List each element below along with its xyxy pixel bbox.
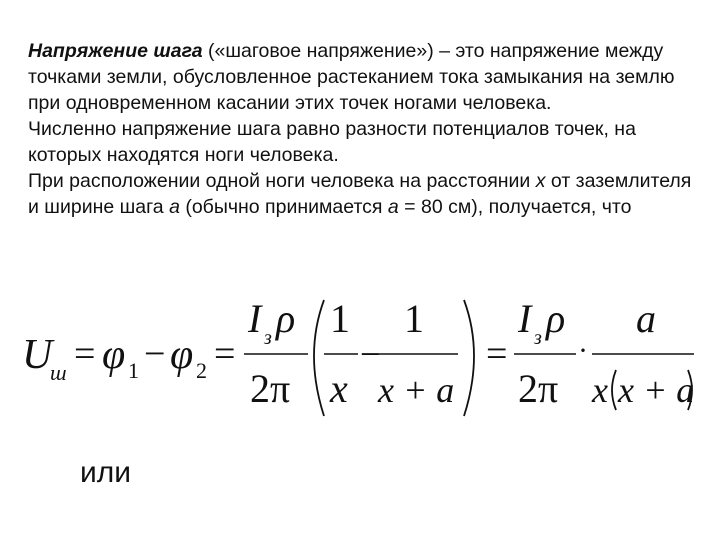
formula-x-plus-a: x + a	[378, 370, 455, 410]
formula-dot: ·	[578, 334, 588, 367]
formula-minus: −	[144, 333, 166, 375]
formula-a: a	[636, 296, 656, 341]
formula-equals: =	[486, 333, 508, 375]
formula-two-pi: 2π	[518, 366, 559, 411]
right-parenthesis	[464, 300, 474, 416]
formula-one: 1	[404, 296, 424, 341]
formula-U-subscript: ш	[50, 360, 67, 385]
formula-x: x	[330, 366, 348, 411]
left-parenthesis	[314, 300, 324, 416]
paragraph-position	[28, 168, 693, 220]
text-fragment: (обычно принимается	[179, 196, 388, 218]
formula-I-subscript: з	[264, 327, 272, 349]
formula-phi2-subscript: 2	[196, 358, 207, 383]
conjunction-or: или	[80, 456, 132, 489]
text-fragment: = 80 см), получается, что	[398, 196, 632, 218]
text-fragment: При расположении одной ноги человека на расстоянии	[28, 170, 536, 192]
var-a: a	[169, 196, 180, 218]
term-step-voltage: Напряжение шага	[28, 40, 203, 62]
formula-U: U	[22, 332, 53, 378]
small-left-parenthesis	[612, 370, 616, 410]
formula-svg	[12, 290, 702, 440]
formula-phi2: φ	[170, 332, 194, 378]
formula-phi1: φ	[102, 332, 126, 378]
formula-equals: =	[74, 333, 96, 375]
step-voltage-formula	[12, 290, 702, 440]
formula-I: I	[248, 296, 262, 341]
text-block	[28, 38, 693, 220]
formula-rho: ρ	[276, 296, 296, 341]
definition-text: («шаговое напряжение») – это напряжение между точками земли, обусловленное растеканием тока замыкания на землю при одновременном касании этих точек ногами человека.	[28, 40, 675, 114]
formula-x-plus-a: x + a	[618, 370, 695, 410]
text-fragment: от заземлителя и ширине шага	[28, 170, 692, 218]
formula-x: x	[592, 370, 608, 410]
formula-rho: ρ	[546, 296, 566, 341]
formula-one: 1	[330, 296, 350, 341]
formula-minus: −	[360, 334, 381, 374]
var-x: x	[535, 170, 546, 192]
paragraph-numeric: Численно напряжение шага равно разности потенциалов точек, на которых находятся ноги человека.	[28, 118, 636, 166]
formula-phi1-subscript: 1	[128, 358, 139, 383]
var-a: a	[387, 196, 399, 218]
formula-two-pi: 2π	[250, 366, 291, 411]
paragraph-definition	[28, 38, 693, 116]
formula-equals: =	[214, 333, 236, 375]
formula-I: I	[518, 296, 532, 341]
formula-I-subscript: з	[534, 327, 542, 349]
